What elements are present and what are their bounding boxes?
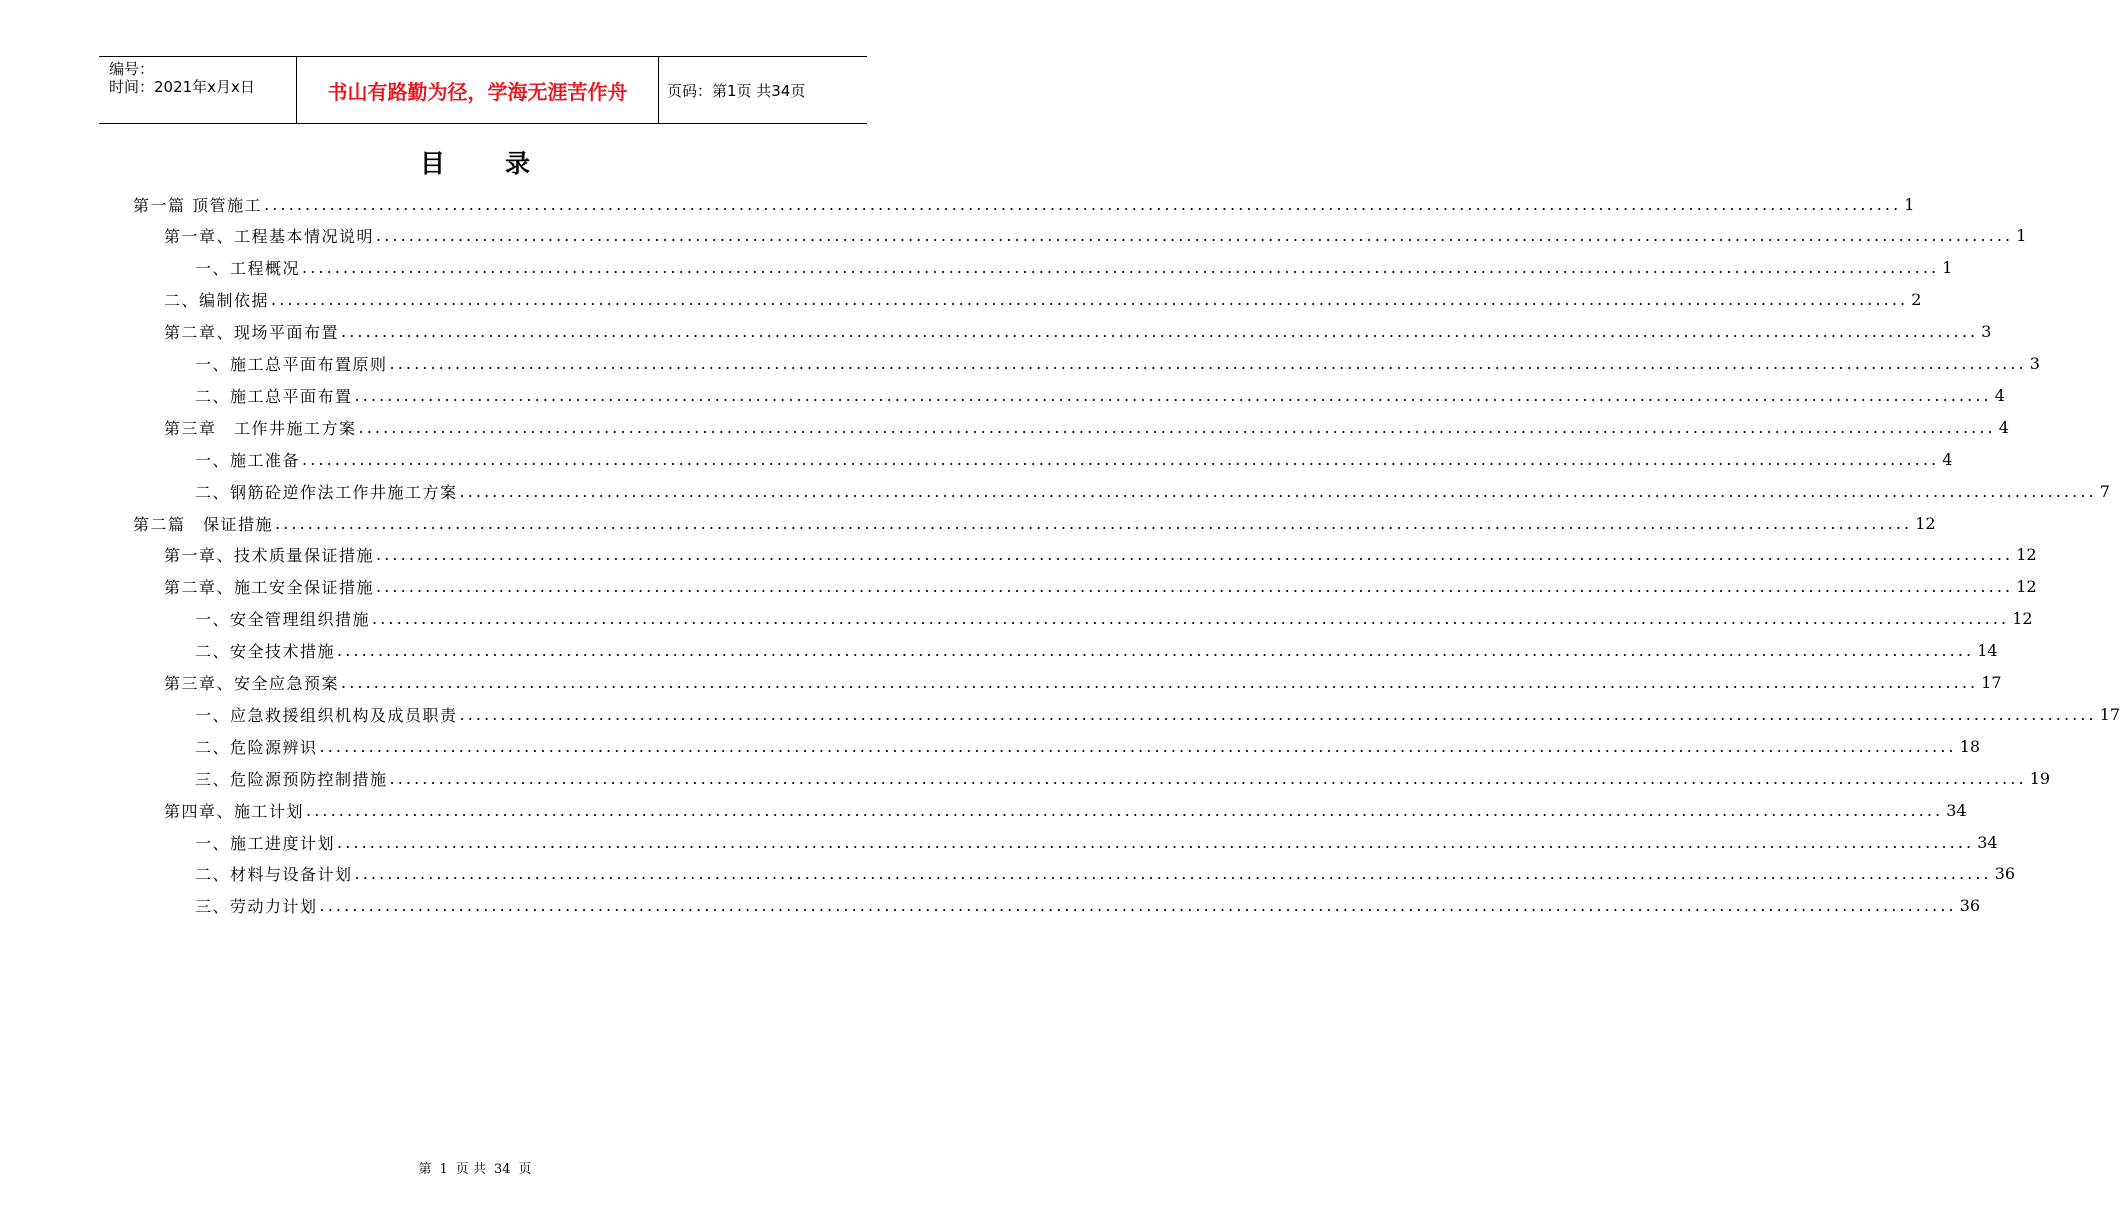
- toc-entry[interactable]: [195, 635, 1998, 667]
- toc-entry-page: 17: [1981, 673, 2002, 692]
- toc-leader-dots: ........................................................................................................................................................................................................: [459, 704, 2097, 724]
- toc-leader-dots: ........................................................................................................................................................................................................: [372, 609, 2010, 629]
- toc-entry-page: 19: [2029, 768, 2051, 788]
- toc-leader-dots: ........................................................................................................................................................................................................: [376, 577, 2014, 597]
- toc-leader-dots: ........................................................................................................................................................................................................: [264, 194, 1902, 214]
- toc-entry-label: 一、工程概况: [195, 259, 301, 279]
- toc-entry-page: 1: [1904, 194, 1915, 214]
- toc-entry-page: 3: [2029, 354, 2040, 373]
- toc-leader-dots: ........................................................................................................................................................................................................: [376, 545, 2014, 565]
- toc-leader-dots: ........................................................................................................................................................................................................: [319, 736, 1957, 756]
- toc-entry-label: 第三章、安全应急预案: [164, 674, 340, 693]
- toc-entry[interactable]: [164, 220, 2027, 252]
- header-motto: 书山有路勤为径，学海无涯苦作舟: [296, 57, 659, 123]
- document-time: 时间：2021年x月x日: [109, 78, 255, 96]
- toc-entry-page: 36: [1994, 864, 2016, 884]
- toc-entry-page: 4: [1994, 385, 2005, 405]
- footer-total-pages: 34: [493, 1162, 511, 1177]
- toc-entry-page: 4: [1942, 449, 1953, 469]
- toc-entry[interactable]: [164, 794, 1967, 826]
- toc-entry[interactable]: [195, 348, 2040, 380]
- toc-entry[interactable]: [195, 252, 1953, 284]
- header-page-info: 页码：第1页 共34页: [667, 81, 806, 100]
- toc-entry-label: 第二章、现场平面布置: [164, 323, 340, 343]
- toc-entry-page: 3: [1981, 322, 1992, 342]
- toc-entry-label: 第四章、施工计划: [164, 801, 305, 821]
- toc-leader-dots: ........................................................................................................................................................................................................: [302, 258, 1940, 278]
- toc-entry-label: 第一章、技术质量保证措施: [164, 546, 375, 566]
- toc-entry-label: 一、施工准备: [195, 450, 301, 470]
- toc-leader-dots: ........................................................................................................................................................................................................: [319, 896, 1957, 916]
- toc-entry-page: 12: [2016, 577, 2037, 597]
- toc-entry-label: 二、钢筋砼逆作法工作井施工方案: [195, 482, 458, 502]
- toc-entry[interactable]: [164, 284, 1922, 316]
- toc-entry-page: 1: [2016, 226, 2027, 246]
- toc-entry-label: 二、危险源辨识: [195, 737, 318, 757]
- toc-entry[interactable]: [164, 316, 1992, 348]
- toc-leader-dots: ........................................................................................................................................................................................................: [341, 322, 1979, 342]
- toc-entry-page: 4: [1998, 417, 2009, 437]
- toc-leader-dots: ........................................................................................................................................................................................................: [302, 449, 1940, 469]
- toc-entry-page: 12: [2012, 609, 2033, 629]
- toc-leader-dots: ........................................................................................................................................................................................................: [459, 481, 2097, 501]
- toc-entry-label: 三、劳动力计划: [195, 897, 318, 917]
- toc-entry[interactable]: [164, 411, 2009, 443]
- toc-leader-dots: ........................................................................................................................................................................................................: [341, 673, 1979, 692]
- toc-leader-dots: ........................................................................................................................................................................................................: [271, 290, 1909, 310]
- toc-entry-page: 36: [1959, 896, 1981, 916]
- toc-entry-label: 二、安全技术措施: [195, 642, 336, 662]
- toc-entry[interactable]: [195, 475, 2110, 507]
- toc-entry-page: 1: [1942, 258, 1953, 278]
- toc-leader-dots: ........................................................................................................................................................................................................: [354, 385, 1992, 405]
- toc-leader-dots: ........................................................................................................................................................................................................: [376, 226, 2014, 246]
- toc-entry-label: 第一篇 顶管施工: [133, 195, 263, 215]
- toc-entry-label: 第二篇 保证措施: [133, 514, 274, 534]
- toc-title: 目录: [419, 149, 590, 178]
- toc-entry[interactable]: [195, 826, 1998, 858]
- toc-entry-label: 第一章、工程基本情况说明: [164, 227, 375, 247]
- footer-suffix: 页: [518, 1162, 532, 1177]
- toc-entry-label: 第二章、施工安全保证措施: [164, 578, 375, 598]
- toc-entry[interactable]: [195, 890, 1981, 922]
- toc-entry-page: 34: [1977, 832, 1998, 852]
- toc-leader-dots: ........................................................................................................................................................................................................: [389, 354, 2027, 373]
- toc-leader-dots: ........................................................................................................................................................................................................: [354, 864, 1992, 884]
- toc-leader-dots: ........................................................................................................................................................................................................: [275, 513, 1913, 533]
- toc-entry-page: 14: [1977, 641, 1998, 661]
- document-code-label: 编号：: [109, 60, 155, 78]
- footer-mid: 页 共: [455, 1162, 486, 1177]
- toc-entry-page: 7: [2099, 481, 2110, 501]
- toc-entry[interactable]: [164, 571, 2037, 603]
- toc-entry[interactable]: [195, 858, 2016, 890]
- toc-entry-label: 三、危险源预防控制措施: [195, 769, 388, 789]
- toc-entry-page: 12: [1915, 513, 1936, 533]
- toc-entry-page: 2: [1911, 290, 1922, 310]
- toc-leader-dots: ........................................................................................................................................................................................................: [389, 768, 2027, 788]
- toc-entry[interactable]: [195, 379, 2005, 411]
- toc-entry[interactable]: [195, 762, 2051, 794]
- toc-entry[interactable]: [195, 730, 1981, 762]
- footer-prefix: 第: [418, 1162, 432, 1177]
- toc-entry[interactable]: [133, 188, 1915, 220]
- toc-leader-dots: ........................................................................................................................................................................................................: [337, 832, 1975, 852]
- toc-entry-page: 18: [1959, 736, 1981, 756]
- toc-entry-page: 34: [1946, 800, 1967, 820]
- toc-entry[interactable]: [164, 539, 2037, 571]
- toc-entry-label: 一、施工总平面布置原则: [195, 355, 388, 374]
- toc-entry-label: 一、施工进度计划: [195, 833, 336, 853]
- toc-entry-page: 12: [2016, 545, 2037, 565]
- footer-current-page: 1: [439, 1162, 448, 1177]
- page-header: [99, 56, 867, 124]
- toc-entry-label: 第三章 工作井施工方案: [164, 418, 357, 438]
- toc-entry[interactable]: [195, 443, 1953, 475]
- header-meta: [99, 57, 296, 123]
- toc-entry[interactable]: [195, 698, 2120, 730]
- toc-entry-page: 17: [2099, 704, 2120, 724]
- toc-entry[interactable]: [164, 667, 2002, 699]
- toc-entry-label: 二、材料与设备计划: [195, 865, 353, 885]
- toc-entry[interactable]: [133, 507, 1936, 539]
- toc-entry-label: 一、安全管理组织措施: [195, 610, 371, 630]
- page-footer: [0, 1158, 950, 1177]
- toc-entry[interactable]: [195, 603, 2033, 635]
- toc-leader-dots: ........................................................................................................................................................................................................: [337, 641, 1975, 661]
- toc-entry-label: 二、编制依据: [164, 291, 270, 311]
- toc-entry-label: 二、施工总平面布置: [195, 386, 353, 406]
- toc-entry-label: 一、应急救援组织机构及成员职责: [195, 705, 458, 725]
- toc-leader-dots: ........................................................................................................................................................................................................: [306, 800, 1944, 820]
- toc-leader-dots: ........................................................................................................................................................................................................: [358, 417, 1996, 437]
